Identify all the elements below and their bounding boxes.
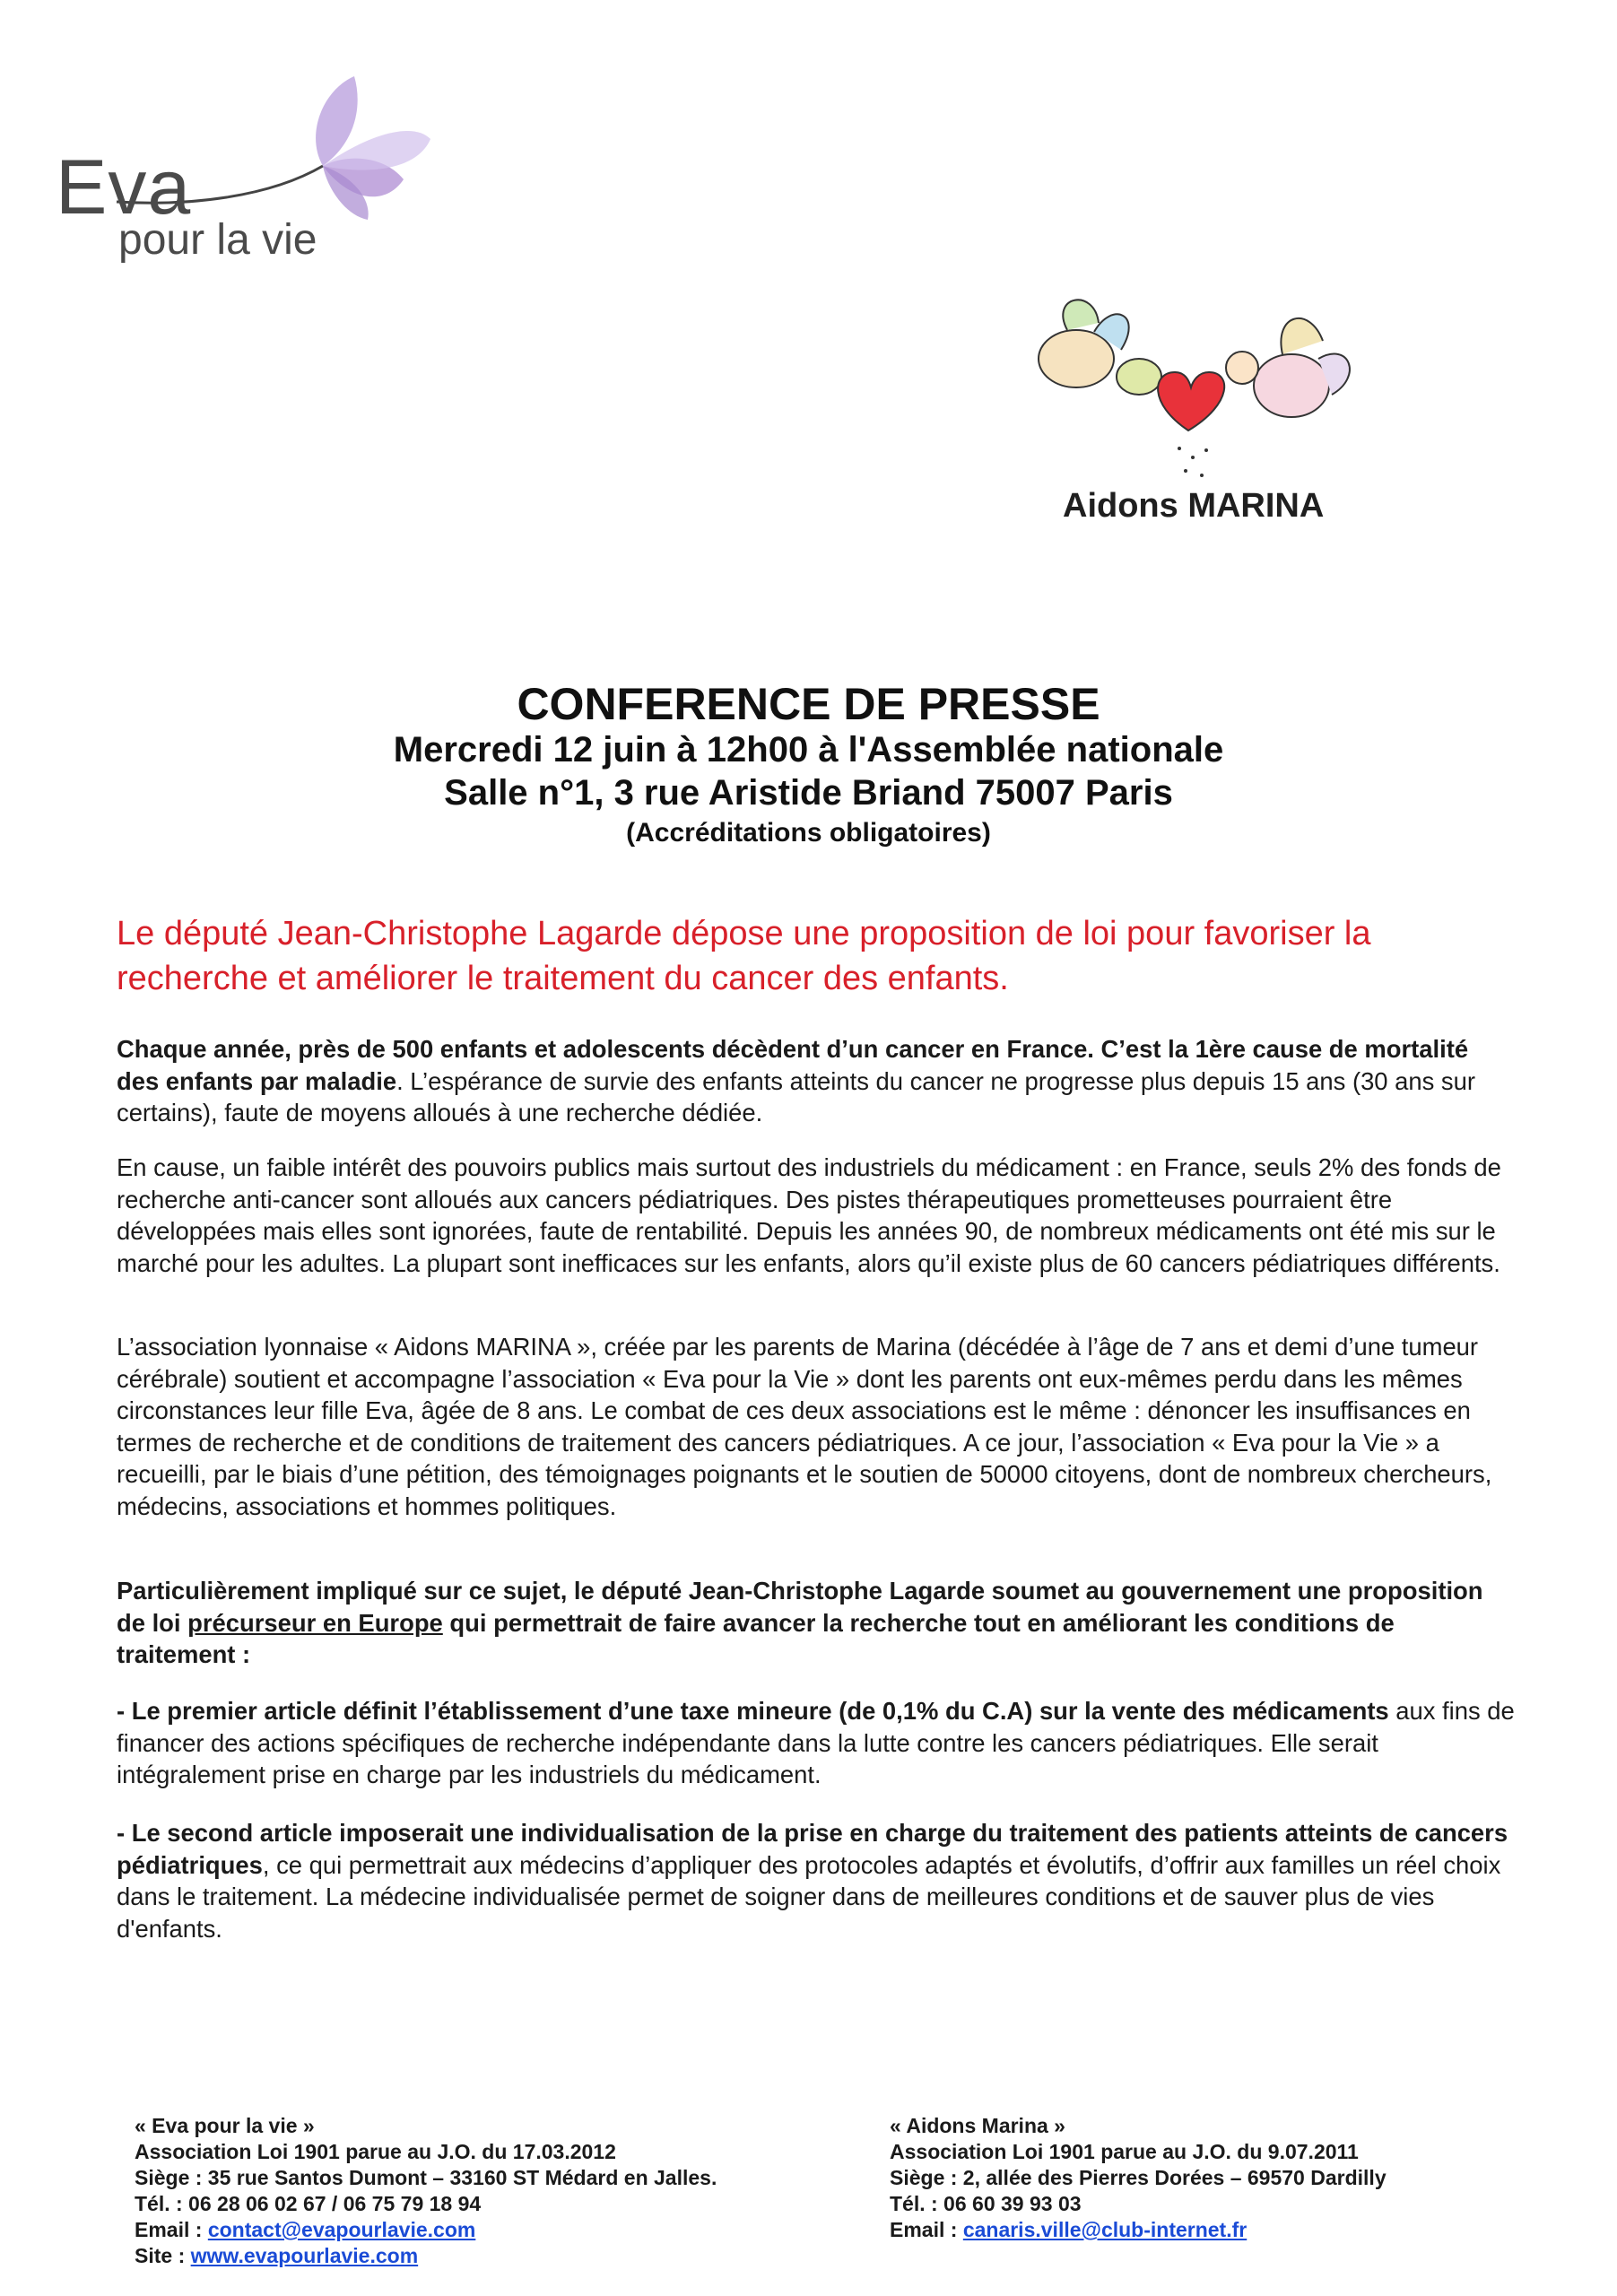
footer-eva-contact <box>135 2113 717 2269</box>
footer-marina-siege: Siège : 2, allée des Pierres Dorées – 69570 Dardilly <box>890 2166 1387 2189</box>
conference-title: CONFERENCE DE PRESSE <box>517 679 1100 729</box>
footer-eva-siege: Siège : 35 rue Santos Dumont – 33160 ST Médard en Jalles. <box>135 2166 717 2189</box>
article-2-bold: - Le second article imposerait une individualisation de la prise en charge du traitement des patients atteints de cancers pédiatriques <box>117 1819 1508 1879</box>
footer-eva-tel: Tél. : 06 28 06 02 67 / 06 75 79 18 94 <box>135 2192 482 2215</box>
paragraph-4-bold-b: qui permettrait de faire avancer la recherche tout en améliorant les conditions de traitement : <box>117 1608 1395 1668</box>
eva-logo-subtitle: pour la vie <box>118 216 317 264</box>
footer-eva-name: « Eva pour la vie » <box>135 2114 315 2137</box>
paragraph-2: En cause, un faible intérêt des pouvoirs publics mais surtout des industriels du médicament : en France, seuls 2% des fonds de recherche anti-cancer sont alloués aux cancers pédiatriques. Des pistes thérapeutiques prometteuses pourraient être développées mais elles sont ignorées, faute de rentabilité. Depuis les années 90, de nombreux médicaments ont été mis sur le marché pour les adultes. La plupart sont inefficaces sur les enfants, alors qu’il existe plus de 60 cancers pédiatriques différents. <box>117 1153 1501 1277</box>
footer-eva-email-label: Email : <box>135 2218 208 2241</box>
paragraph-4 <box>117 1575 1516 1671</box>
article-1-bold: - Le premier article définit l’établissement d’une taxe mineure (de 0,1% du C.A) sur la vente des médicaments <box>117 1697 1389 1725</box>
footer-eva-site-link[interactable]: www.evapourlavie.com <box>190 2244 419 2267</box>
paragraph-1 <box>117 1033 1516 1129</box>
conference-place: Salle n°1, 3 rue Aristide Briand 75007 Paris <box>444 773 1173 813</box>
article-1-paragraph <box>117 1695 1516 1791</box>
article-2-paragraph <box>117 1817 1516 1944</box>
footer-marina-email-link[interactable]: canaris.ville@club-internet.fr <box>962 2218 1248 2241</box>
paragraph-1-rest: . L’espérance de survie des enfants atteints du cancer ne progresse plus depuis 15 ans (30 ans sur certains), faute de moyens alloués à une recherche dédiée. <box>117 1066 1475 1126</box>
article-1-rest: aux fins de financer des actions spécifiques de recherche indépendante dans la lutte contre les cancers pédiatriques. Elle serait intégralement prise en charge par les industriels du médicament. <box>117 1697 1515 1788</box>
footer-marina-tel: Tél. : 06 60 39 93 03 <box>890 2192 1082 2215</box>
footer-eva-assoc: Association Loi 1901 parue au J.O. du 17.03.2012 <box>135 2140 616 2163</box>
eva-logo-word: Eva <box>56 144 192 230</box>
footer-marina-name: « Aidons Marina » <box>890 2114 1065 2137</box>
footer-marina-assoc: Association Loi 1901 parue au J.O. du 9.07.2011 <box>890 2140 1359 2163</box>
paragraph-4-underlined: précurseur en Europe <box>187 1608 443 1637</box>
footer-marina-contact <box>890 2113 1387 2243</box>
conference-date: Mercredi 12 juin à 12h00 à l'Assemblée nationale <box>393 730 1224 770</box>
footer-eva-site-label: Site : <box>135 2244 191 2267</box>
angels-heart-logo-icon <box>1013 287 1363 484</box>
paragraph-4-bold-a: Particulièrement impliqué sur ce sujet, le député Jean-Christophe Lagarde soumet au gouvernement une proposition de loi <box>117 1577 1483 1637</box>
paragraph-1-bold: Chaque année, près de 500 enfants et adolescents décèdent d’un cancer en France. C’est la 1ère cause de mortalité des enfants par maladie <box>117 1035 1469 1095</box>
article-2-rest: , ce qui permettrait aux médecins d’appliquer des protocoles adaptés et évolutifs, d’offrir aux familles un réel choix dans le traitement. La médecine individualisée permet de soigner dans de meilleures conditions et de sauver plus de vies d'enfants. <box>117 1850 1501 1943</box>
marina-logo-name: Aidons MARINA <box>1063 487 1325 525</box>
headline: Le député Jean-Christophe Lagarde dépose une proposition de loi pour favoriser la recherche et améliorer le traitement du cancer des enfants. <box>117 915 1371 997</box>
footer-eva-email-link[interactable]: contact@evapourlavie.com <box>207 2218 476 2241</box>
accreditation-note: (Accréditations obligatoires) <box>626 818 991 848</box>
footer-marina-email-label: Email : <box>890 2218 963 2241</box>
paragraph-3: L’association lyonnaise « Aidons MARINA », créée par les parents de Marina (décédée à l’âge de 7 ans et demi d’une tumeur cérébrale) soutient et accompagne l’association « Eva pour la Vie » dont les parents ont eux-mêmes perdu dans les mêmes circonstances leur fille Eva, âgée de 8 ans. Le combat de ces deux associations est le même : dénoncer les insuffisances en termes de recherche et de conditions de traitement des cancers pédiatriques. A ce jour, l’association « Eva pour la Vie » a recueilli, par le biais d’une pétition, des témoignages poignants et le soutien de 50000 citoyens, dont de nombreux chercheurs, médecins, associations et hommes politiques. <box>117 1333 1492 1520</box>
